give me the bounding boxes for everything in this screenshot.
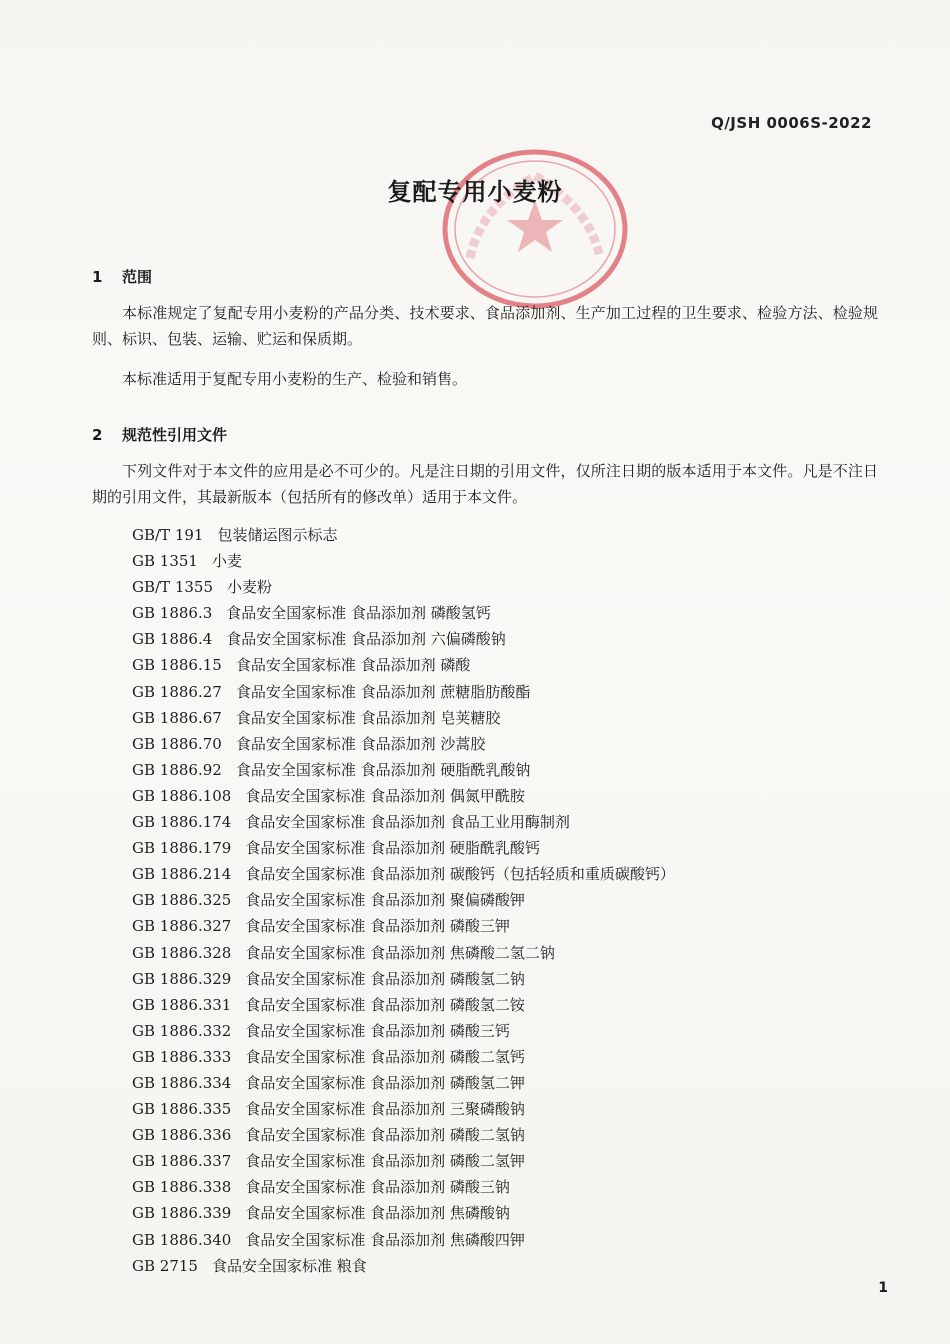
section-number: 2 (92, 426, 103, 444)
reference-item (132, 809, 675, 835)
reference-title: 食品安全国家标准 食品添加剂 焦磷酸四钾 (245, 1230, 525, 1249)
section-title: 范围 (122, 268, 153, 286)
reference-item (132, 626, 675, 652)
reference-item (132, 600, 675, 626)
reference-code: GB 1886.174 (132, 813, 232, 832)
reference-code: GB 1886.214 (132, 865, 232, 884)
reference-item (132, 1227, 675, 1253)
references-intro-paragraph: 下列文件对于本文件的应用是必不可少的。凡是注日期的引用文件，仅所注日期的版本适用于本文件。凡是不注日期的引用文件，其最新版本（包括所有的修改单）适用于本文件。 (92, 462, 878, 506)
reference-title: 食品安全国家标准 食品添加剂 偶氮甲酰胺 (245, 786, 525, 805)
reference-item (132, 1148, 675, 1174)
section-1-heading (92, 266, 152, 287)
reference-title: 食品安全国家标准 食品添加剂 磷酸三钠 (245, 1178, 510, 1197)
reference-title: 食品安全国家标准 食品添加剂 沙蒿胶 (235, 734, 486, 753)
reference-title: 食品安全国家标准 食品添加剂 磷酸氢二钾 (245, 1073, 525, 1092)
reference-item (132, 1122, 675, 1148)
reference-code: GB 1886.67 (132, 708, 222, 727)
reference-title: 食品安全国家标准 食品添加剂 磷酸氢二铵 (245, 995, 525, 1014)
reference-item (132, 574, 675, 600)
reference-code: GB 1886.334 (132, 1073, 232, 1092)
reference-code: GB 1886.70 (132, 734, 222, 753)
reference-code: GB 1886.327 (132, 917, 232, 936)
reference-item (132, 1096, 675, 1122)
reference-code: GB 1886.3 (132, 604, 213, 623)
reference-item (132, 522, 675, 548)
reference-item (132, 1044, 675, 1070)
reference-item (132, 887, 675, 913)
reference-title: 食品安全国家标准 食品添加剂 磷酸三钙 (245, 1021, 510, 1040)
reference-title: 食品安全国家标准 食品添加剂 聚偏磷酸钾 (245, 891, 525, 910)
reference-title: 包装储运图示标志 (217, 526, 338, 544)
reference-item (132, 1200, 675, 1226)
reference-code: GB/T 191 (132, 526, 204, 544)
reference-title: 食品安全国家标准 食品添加剂 磷酸三钾 (245, 917, 510, 936)
reference-code: GB 1886.335 (132, 1100, 232, 1119)
reference-code: GB 1886.15 (132, 656, 222, 675)
reference-code: GB 1886.329 (132, 969, 232, 988)
reference-item (132, 783, 675, 809)
reference-title: 食品安全国家标准 食品添加剂 磷酸二氢钾 (245, 1152, 525, 1171)
reference-item (132, 548, 675, 574)
reference-code: GB 1886.339 (132, 1204, 232, 1223)
reference-code: GB 1886.179 (132, 839, 232, 858)
reference-code: GB 1886.340 (132, 1230, 232, 1249)
reference-item (132, 705, 675, 731)
reference-item (132, 731, 675, 757)
reference-item (132, 1070, 675, 1096)
reference-title: 小麦 (211, 552, 242, 571)
reference-code: GB 1886.333 (132, 1047, 232, 1066)
scope-paragraph-2: 本标准适用于复配专用小麦粉的生产、检验和销售。 (122, 370, 468, 388)
reference-title: 食品安全国家标准 食品添加剂 磷酸氢二钠 (245, 969, 525, 988)
reference-item (132, 992, 675, 1018)
reference-title: 食品安全国家标准 食品添加剂 皂荚糖胶 (235, 708, 501, 727)
reference-title: 食品安全国家标准 食品添加剂 磷酸二氢钙 (245, 1047, 525, 1066)
reference-code: GB 1886.27 (132, 682, 222, 701)
reference-title: 食品安全国家标准 食品添加剂 磷酸 (235, 656, 471, 675)
reference-item (132, 757, 675, 783)
document-title: 复配专用小麦粉 (387, 178, 563, 206)
reference-code: GB 1886.338 (132, 1178, 232, 1197)
normative-references-list (132, 522, 675, 1279)
reference-title: 食品安全国家标准 粮食 (211, 1256, 367, 1275)
reference-title: 食品安全国家标准 食品添加剂 焦磷酸二氢二钠 (245, 943, 555, 962)
reference-code: GB 1886.337 (132, 1152, 232, 1171)
seal-star-icon (507, 200, 563, 252)
reference-code: GB 2715 (132, 1256, 198, 1275)
reference-title: 食品安全国家标准 食品添加剂 碳酸钙（包括轻质和重质碳酸钙） (245, 865, 675, 884)
reference-code: GB 1886.108 (132, 786, 232, 805)
reference-item (132, 913, 675, 939)
reference-title: 食品安全国家标准 食品添加剂 硬脂酰乳酸钠 (235, 760, 531, 779)
reference-title: 食品安全国家标准 食品添加剂 蔗糖脂肪酸酯 (235, 682, 531, 701)
reference-item (132, 835, 675, 861)
reference-item (132, 679, 675, 705)
reference-code: GB 1886.328 (132, 943, 232, 962)
reference-code: GB 1886.92 (132, 760, 222, 779)
reference-code: GB 1886.325 (132, 891, 232, 910)
section-title: 规范性引用文件 (122, 426, 228, 444)
reference-title: 食品安全国家标准 食品添加剂 食品工业用酶制剂 (245, 813, 570, 832)
reference-code: GB 1886.331 (132, 995, 232, 1014)
reference-item (132, 652, 675, 678)
reference-code: GB/T 1355 (132, 578, 214, 597)
reference-title: 食品安全国家标准 食品添加剂 六偏磷酸钠 (226, 630, 506, 649)
reference-code: GB 1886.336 (132, 1126, 232, 1145)
reference-code: GB 1886.332 (132, 1021, 232, 1040)
reference-item (132, 1174, 675, 1200)
section-2-heading (92, 424, 227, 445)
reference-title: 食品安全国家标准 食品添加剂 磷酸二氢钠 (245, 1126, 525, 1145)
reference-code: GB 1351 (132, 552, 198, 571)
reference-item (132, 1253, 675, 1279)
scope-paragraph-1: 本标准规定了复配专用小麦粉的产品分类、技术要求、食品添加剂、生产加工过程的卫生要求、检验方法、检验规则、标识、包装、运输、贮运和保质期。 (92, 304, 878, 348)
reference-title: 食品安全国家标准 食品添加剂 焦磷酸钠 (245, 1204, 510, 1223)
reference-title: 食品安全国家标准 食品添加剂 三聚磷酸钠 (245, 1100, 525, 1119)
reference-title: 食品安全国家标准 食品添加剂 磷酸氢钙 (226, 604, 491, 623)
standard-number: Q/JSH 0006S-2022 (711, 114, 872, 132)
reference-item (132, 940, 675, 966)
reference-code: GB 1886.4 (132, 630, 213, 649)
reference-title: 食品安全国家标准 食品添加剂 硬脂酰乳酸钙 (245, 839, 540, 858)
section-number: 1 (92, 268, 103, 286)
reference-item (132, 1018, 675, 1044)
reference-item (132, 966, 675, 992)
page-number: 1 (878, 1280, 888, 1296)
reference-title: 小麦粉 (227, 578, 273, 597)
reference-item (132, 861, 675, 887)
